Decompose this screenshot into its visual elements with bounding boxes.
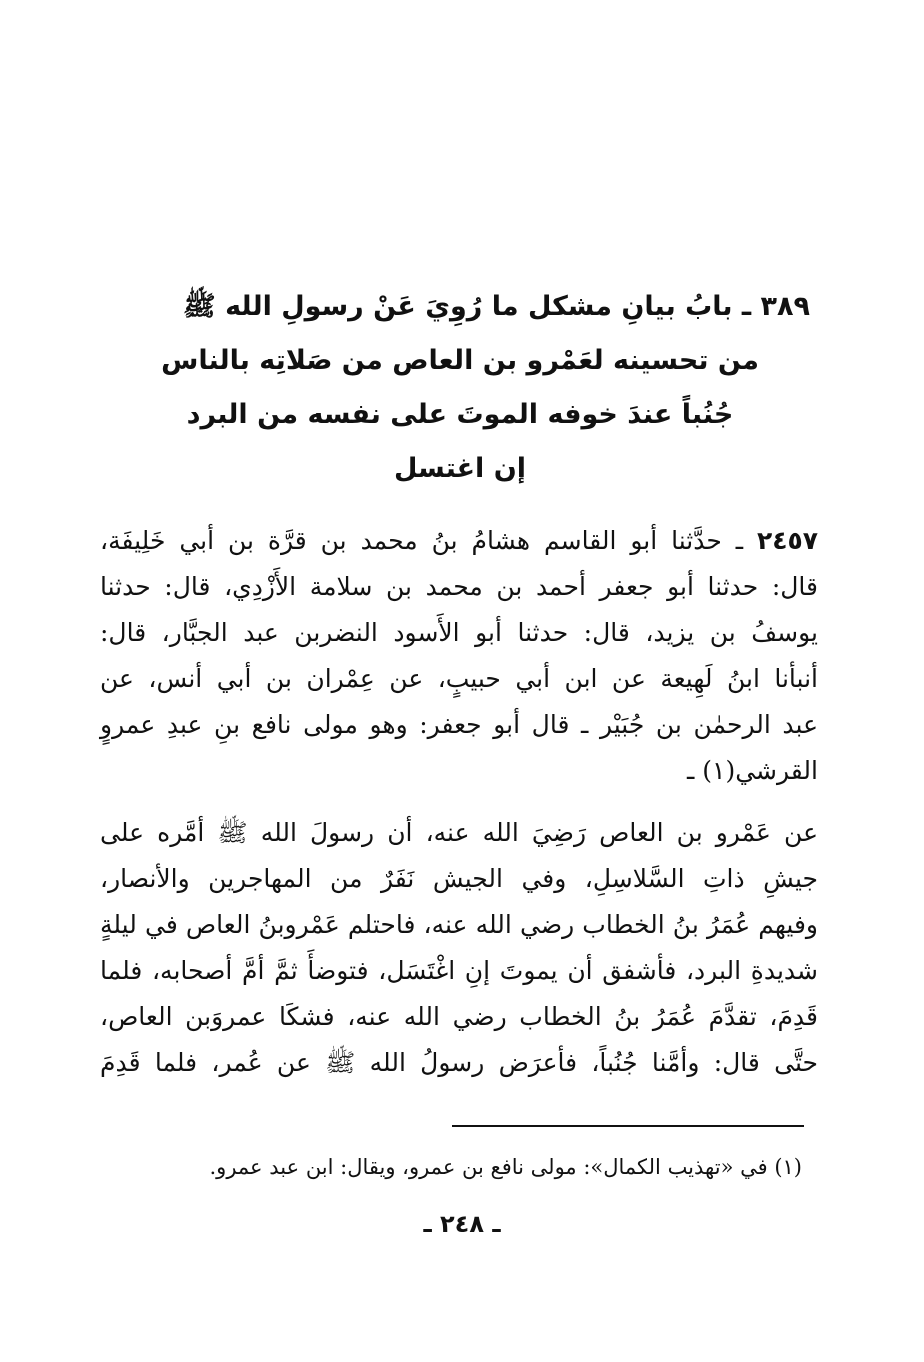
hadith-matn <box>100 810 818 1086</box>
isnad-line-text: ـ حدَّثنا أبو القاسم هشامُ بنُ محمد بن قرَّة بن أبي خَلِيفَة، <box>100 526 744 555</box>
matn-line: شديدةِ البرد، فأشفق أن يموتَ إنِ اغْتَسَل، فتوضأَ ثمَّ أمَّ أصحابه، فلما <box>100 956 818 985</box>
hadith-isnad <box>100 518 818 794</box>
chapter-heading-line: إن اغتسل <box>394 453 526 484</box>
isnad-line: قال: حدثنا أبو جعفر أحمد بن محمد بن سلامة الأَزْدِي، قال: حدثنا <box>100 572 818 601</box>
footnote: (١) في «تهذيب الكمال»: مولى نافع بن عمرو، ويقال: ابن عبد عمرو. <box>209 1155 802 1179</box>
isnad-line: أنبأنا ابنُ لَهِيعة عن ابن أبي حبيبٍ، عن عِمْران بن أبي أنس، عن <box>100 664 818 693</box>
isnad-line <box>100 518 818 564</box>
matn-line: قَدِمَ، تقدَّمَ عُمَرُ بنُ الخطاب رضي الله عنه، فشكَا عمروَبن العاص، <box>100 1002 818 1031</box>
isnad-line: القرشي(١) ـ <box>686 756 818 785</box>
matn-line: وفيهم عُمَرُ بنُ الخطاب رضي الله عنه، فاحتلم عَمْروبنُ العاص في ليلةٍ <box>100 910 818 939</box>
matn-line: جيشِ ذاتِ السَّلاسِلِ، وفي الجيش نَفَرٌ من المهاجرين والأنصار، <box>100 864 818 893</box>
chapter-heading-line: جُنُباً عندَ خوفه الموتَ على نفسه من البرد <box>186 399 734 430</box>
chapter-heading <box>110 280 810 496</box>
hadith-number: ٢٤٥٧ <box>756 526 819 555</box>
isnad-line: يوسفُ بن يزيد، قال: حدثنا أبو الأَسود النضربن عبد الجبَّار، قال: <box>100 618 818 647</box>
matn-line: عن عَمْرو بن العاص رَضِيَ الله عنه، أن رسولَ الله ﷺ أمَّره على <box>100 818 818 847</box>
page-number: ـ ٢٤٨ ـ <box>423 1210 501 1238</box>
isnad-line: عبد الرحمٰن بن جُبَيْر ـ قال أبو جعفر: وهو مولى نافع بنِ عبدِ عمروٍ <box>100 710 818 739</box>
footnote-separator <box>452 1125 804 1127</box>
chapter-heading-line: ٣٨٩ ـ بابُ بيانِ مشكل ما رُوِيَ عَنْ رسولِ الله ﷺ <box>183 291 810 322</box>
matn-line: حتَّى قال: وأمَّنا جُنُباً، فأعرَض رسولُ الله ﷺ عن عُمر، فلما قَدِمَ <box>100 1048 818 1077</box>
chapter-heading-line: من تحسينه لعَمْرو بن العاص من صَلاتِه بالناس <box>161 345 759 376</box>
